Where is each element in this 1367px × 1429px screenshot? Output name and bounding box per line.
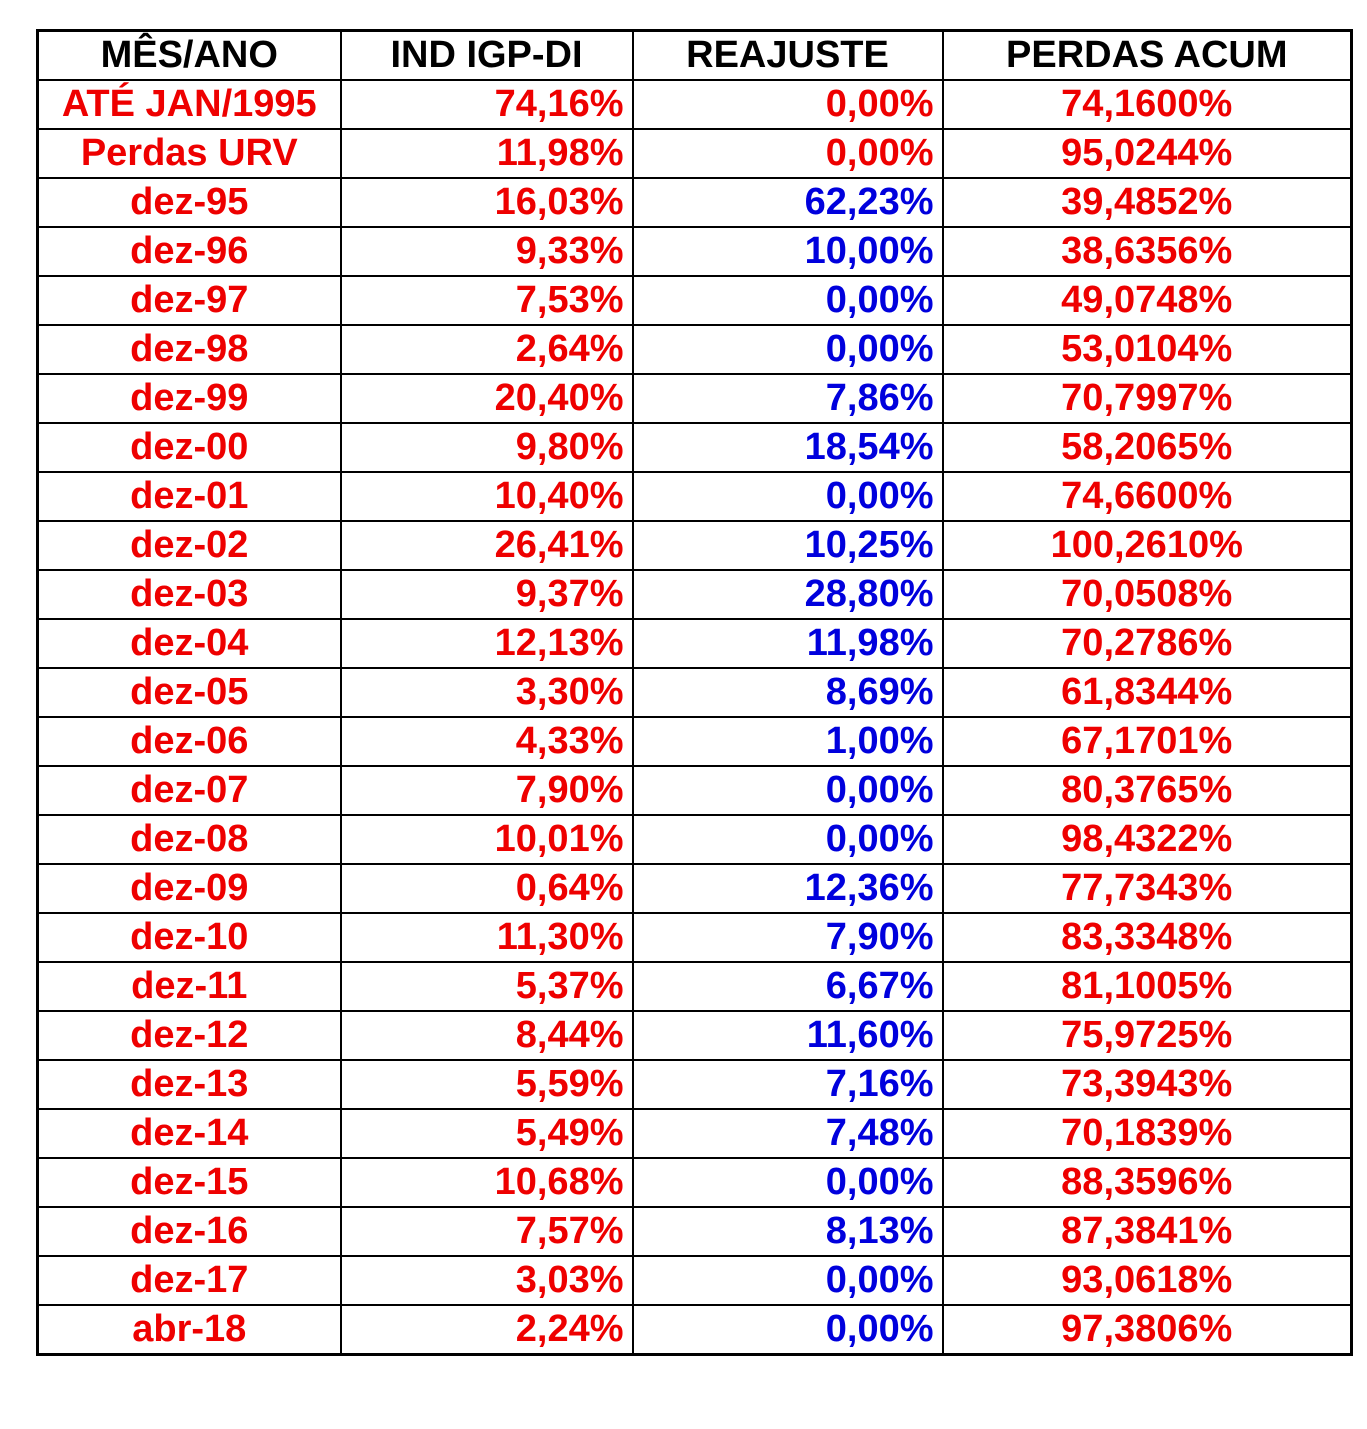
cell-perdas-acum: 70,2786%	[943, 619, 1352, 668]
header-perdas-acum: PERDAS ACUM	[943, 31, 1352, 81]
cell-mes-ano: dez-06	[38, 717, 341, 766]
cell-reajuste: 28,80%	[633, 570, 943, 619]
cell-reajuste: 0,00%	[633, 472, 943, 521]
cell-mes-ano: dez-16	[38, 1207, 341, 1256]
cell-perdas-acum: 75,9725%	[943, 1011, 1352, 1060]
cell-reajuste: 6,67%	[633, 962, 943, 1011]
cell-ind-igp-di: 10,68%	[341, 1158, 633, 1207]
cell-ind-igp-di: 8,44%	[341, 1011, 633, 1060]
cell-mes-ano: dez-07	[38, 766, 341, 815]
cell-reajuste: 8,69%	[633, 668, 943, 717]
table-row	[38, 815, 1352, 864]
cell-perdas-acum: 93,0618%	[943, 1256, 1352, 1305]
cell-perdas-acum: 87,3841%	[943, 1207, 1352, 1256]
cell-ind-igp-di: 10,01%	[341, 815, 633, 864]
table-row	[38, 1158, 1352, 1207]
cell-ind-igp-di: 74,16%	[341, 80, 633, 129]
cell-reajuste: 7,48%	[633, 1109, 943, 1158]
cell-perdas-acum: 70,7997%	[943, 374, 1352, 423]
cell-ind-igp-di: 20,40%	[341, 374, 633, 423]
cell-mes-ano: dez-01	[38, 472, 341, 521]
cell-perdas-acum: 88,3596%	[943, 1158, 1352, 1207]
cell-perdas-acum: 98,4322%	[943, 815, 1352, 864]
cell-perdas-acum: 97,3806%	[943, 1305, 1352, 1355]
cell-perdas-acum: 74,6600%	[943, 472, 1352, 521]
cell-perdas-acum: 67,1701%	[943, 717, 1352, 766]
table-row	[38, 1060, 1352, 1109]
cell-perdas-acum: 53,0104%	[943, 325, 1352, 374]
table-row	[38, 374, 1352, 423]
cell-ind-igp-di: 4,33%	[341, 717, 633, 766]
cell-mes-ano: dez-14	[38, 1109, 341, 1158]
cell-reajuste: 0,00%	[633, 80, 943, 129]
cell-mes-ano: dez-10	[38, 913, 341, 962]
table-row	[38, 178, 1352, 227]
cell-reajuste: 1,00%	[633, 717, 943, 766]
header-mes-ano: MÊS/ANO	[38, 31, 341, 81]
cell-mes-ano: ATÉ JAN/1995	[38, 80, 341, 129]
cell-reajuste: 8,13%	[633, 1207, 943, 1256]
cell-ind-igp-di: 5,49%	[341, 1109, 633, 1158]
cell-ind-igp-di: 11,30%	[341, 913, 633, 962]
table-row	[38, 80, 1352, 129]
table-row	[38, 1011, 1352, 1060]
cell-perdas-acum: 83,3348%	[943, 913, 1352, 962]
cell-reajuste: 12,36%	[633, 864, 943, 913]
cell-ind-igp-di: 7,90%	[341, 766, 633, 815]
table-row	[38, 276, 1352, 325]
table-row	[38, 325, 1352, 374]
cell-ind-igp-di: 9,80%	[341, 423, 633, 472]
table-row	[38, 423, 1352, 472]
cell-mes-ano: dez-05	[38, 668, 341, 717]
cell-ind-igp-di: 2,24%	[341, 1305, 633, 1355]
cell-reajuste: 7,90%	[633, 913, 943, 962]
table-row	[38, 1109, 1352, 1158]
cell-mes-ano: dez-12	[38, 1011, 341, 1060]
cell-ind-igp-di: 3,03%	[341, 1256, 633, 1305]
cell-perdas-acum: 58,2065%	[943, 423, 1352, 472]
table-row	[38, 1256, 1352, 1305]
cell-mes-ano: dez-15	[38, 1158, 341, 1207]
cell-perdas-acum: 70,1839%	[943, 1109, 1352, 1158]
cell-perdas-acum: 100,2610%	[943, 521, 1352, 570]
cell-ind-igp-di: 5,59%	[341, 1060, 633, 1109]
cell-perdas-acum: 73,3943%	[943, 1060, 1352, 1109]
table-row	[38, 129, 1352, 178]
cell-ind-igp-di: 11,98%	[341, 129, 633, 178]
cell-reajuste: 7,16%	[633, 1060, 943, 1109]
cell-mes-ano: dez-13	[38, 1060, 341, 1109]
cell-reajuste: 0,00%	[633, 1256, 943, 1305]
cell-mes-ano: dez-00	[38, 423, 341, 472]
table-row	[38, 472, 1352, 521]
cell-perdas-acum: 39,4852%	[943, 178, 1352, 227]
cell-mes-ano: dez-96	[38, 227, 341, 276]
cell-ind-igp-di: 26,41%	[341, 521, 633, 570]
cell-mes-ano: dez-08	[38, 815, 341, 864]
table-row	[38, 227, 1352, 276]
cell-ind-igp-di: 7,57%	[341, 1207, 633, 1256]
table-row	[38, 619, 1352, 668]
cell-mes-ano: dez-03	[38, 570, 341, 619]
cell-ind-igp-di: 2,64%	[341, 325, 633, 374]
table-row	[38, 717, 1352, 766]
cell-perdas-acum: 49,0748%	[943, 276, 1352, 325]
cell-reajuste: 0,00%	[633, 1305, 943, 1355]
header-reajuste: REAJUSTE	[633, 31, 943, 81]
table-row	[38, 1207, 1352, 1256]
table-row	[38, 570, 1352, 619]
table-body	[38, 80, 1352, 1355]
cell-mes-ano: dez-98	[38, 325, 341, 374]
cell-mes-ano: abr-18	[38, 1305, 341, 1355]
cell-reajuste: 62,23%	[633, 178, 943, 227]
cell-reajuste: 11,98%	[633, 619, 943, 668]
cell-perdas-acum: 80,3765%	[943, 766, 1352, 815]
cell-perdas-acum: 38,6356%	[943, 227, 1352, 276]
cell-ind-igp-di: 9,33%	[341, 227, 633, 276]
cell-reajuste: 18,54%	[633, 423, 943, 472]
cell-reajuste: 7,86%	[633, 374, 943, 423]
header-ind-igp-di: IND IGP-DI	[341, 31, 633, 81]
cell-mes-ano: Perdas URV	[38, 129, 341, 178]
cell-ind-igp-di: 3,30%	[341, 668, 633, 717]
cell-reajuste: 0,00%	[633, 276, 943, 325]
cell-mes-ano: dez-95	[38, 178, 341, 227]
cell-perdas-acum: 61,8344%	[943, 668, 1352, 717]
cell-reajuste: 0,00%	[633, 129, 943, 178]
table-row	[38, 864, 1352, 913]
cell-perdas-acum: 77,7343%	[943, 864, 1352, 913]
cell-mes-ano: dez-02	[38, 521, 341, 570]
cell-ind-igp-di: 16,03%	[341, 178, 633, 227]
cell-ind-igp-di: 12,13%	[341, 619, 633, 668]
cell-perdas-acum: 81,1005%	[943, 962, 1352, 1011]
cell-mes-ano: dez-17	[38, 1256, 341, 1305]
cell-perdas-acum: 70,0508%	[943, 570, 1352, 619]
cell-reajuste: 0,00%	[633, 1158, 943, 1207]
cell-reajuste: 10,25%	[633, 521, 943, 570]
table-row	[38, 962, 1352, 1011]
cell-reajuste: 0,00%	[633, 325, 943, 374]
cell-reajuste: 0,00%	[633, 815, 943, 864]
cell-ind-igp-di: 9,37%	[341, 570, 633, 619]
cell-mes-ano: dez-04	[38, 619, 341, 668]
cell-mes-ano: dez-99	[38, 374, 341, 423]
header-row	[38, 31, 1352, 81]
cell-ind-igp-di: 5,37%	[341, 962, 633, 1011]
table-row	[38, 766, 1352, 815]
table-row	[38, 668, 1352, 717]
cell-reajuste: 11,60%	[633, 1011, 943, 1060]
cell-mes-ano: dez-11	[38, 962, 341, 1011]
cell-ind-igp-di: 0,64%	[341, 864, 633, 913]
cell-mes-ano: dez-97	[38, 276, 341, 325]
cell-perdas-acum: 74,1600%	[943, 80, 1352, 129]
cell-ind-igp-di: 7,53%	[341, 276, 633, 325]
table-row	[38, 913, 1352, 962]
cell-perdas-acum: 95,0244%	[943, 129, 1352, 178]
table-row	[38, 521, 1352, 570]
cell-reajuste: 0,00%	[633, 766, 943, 815]
cell-reajuste: 10,00%	[633, 227, 943, 276]
cell-ind-igp-di: 10,40%	[341, 472, 633, 521]
table-row	[38, 1305, 1352, 1355]
losses-table	[36, 29, 1353, 1356]
cell-mes-ano: dez-09	[38, 864, 341, 913]
